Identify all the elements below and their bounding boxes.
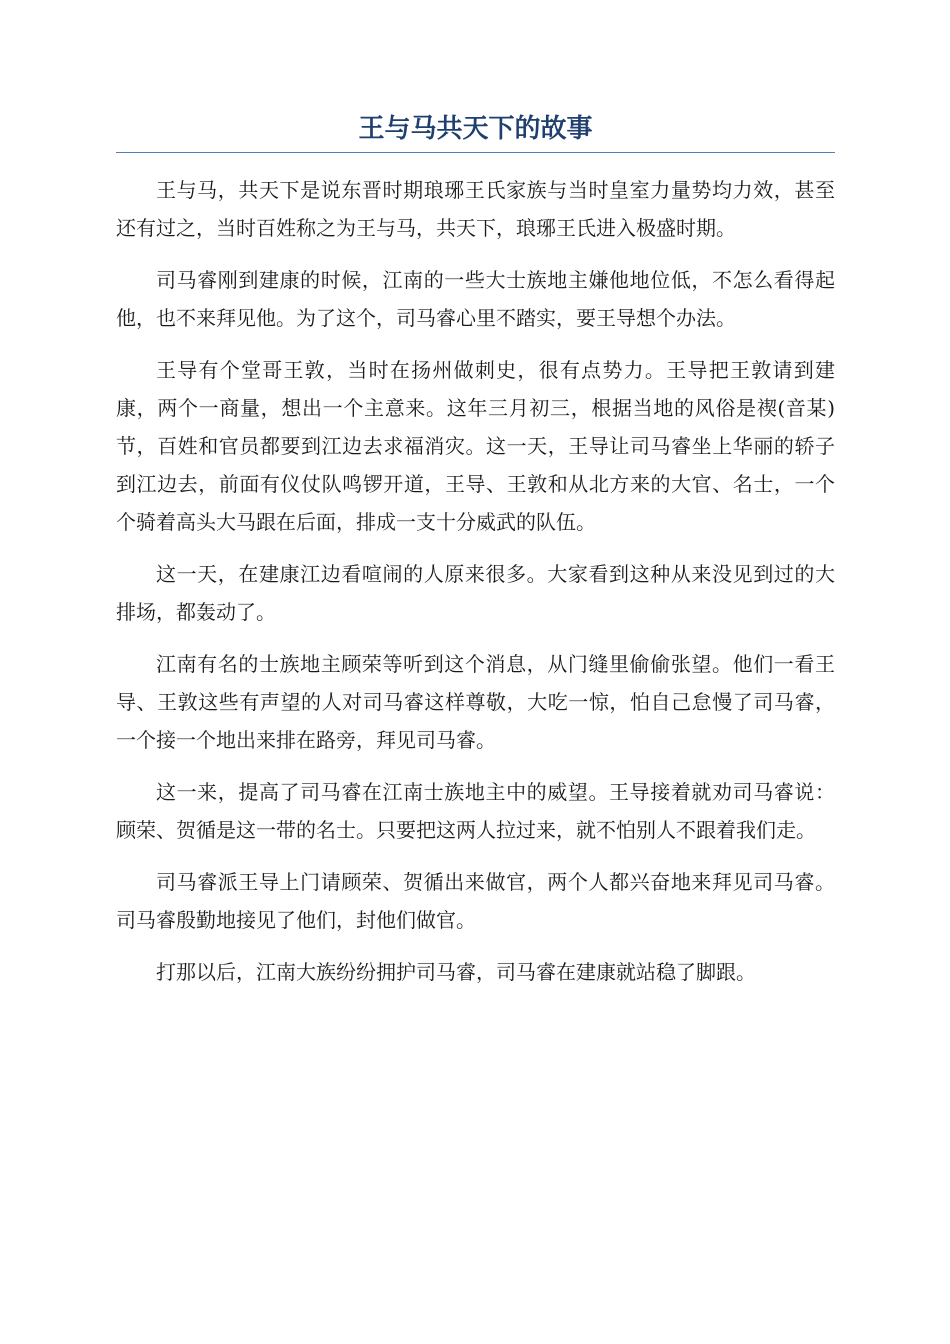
document-title: 王与马共天下的故事 (116, 112, 835, 153)
paragraph: 这一来，提高了司马睿在江南士族地主中的威望。王导接着就劝司马睿说：顾荣、贺循是这一带的名士。只要把这两人拉过来，就不怕别人不跟着我们走。 (116, 780, 835, 842)
paragraph: 这一天，在建康江边看喧闹的人原来很多。大家看到这种从来没见到过的大排场，都轰动了。 (116, 562, 835, 624)
paragraph: 司马睿派王导上门请顾荣、贺循出来做官，两个人都兴奋地来拜见司马睿。司马睿殷勤地接见了他们，封他们做官。 (116, 870, 835, 932)
paragraph: 江南有名的士族地主顾荣等听到这个消息，从门缝里偷偷张望。他们一看王导、王敦这些有声望的人对司马睿这样尊敬，大吃一惊，怕自己怠慢了司马睿，一个接一个地出来排在路旁，拜见司马睿。 (116, 652, 835, 752)
document-page (116, 112, 835, 1005)
paragraph: 打那以后，江南大族纷纷拥护司马睿，司马睿在建康就站稳了脚跟。 (156, 960, 756, 984)
paragraph: 王与马，共天下是说东晋时期琅琊王氏家族与当时皇室力量势均力效，甚至还有过之，当时百姓称之为王与马，共天下，琅琊王氏进入极盛时期。 (116, 178, 835, 240)
document-body (116, 171, 835, 991)
paragraph: 王导有个堂哥王敦，当时在扬州做刺史，很有点势力。王导把王敦请到建康，两个一商量，想出一个主意来。这年三月初三，根据当地的风俗是禊(音某)节，百姓和官员都要到江边去求福消灾。这一天，王导让司马睿坐上华丽的轿子到江边去，前面有仪仗队鸣锣开道，王导、王敦和从北方来的大官、名士，一个个骑着高头大马跟在后面，排成一支十分威武的队伍。 (116, 358, 835, 534)
paragraph: 司马睿刚到建康的时候，江南的一些大士族地主嫌他地位低，不怎么看得起他，也不来拜见他。为了这个，司马睿心里不踏实，要王导想个办法。 (116, 268, 835, 330)
